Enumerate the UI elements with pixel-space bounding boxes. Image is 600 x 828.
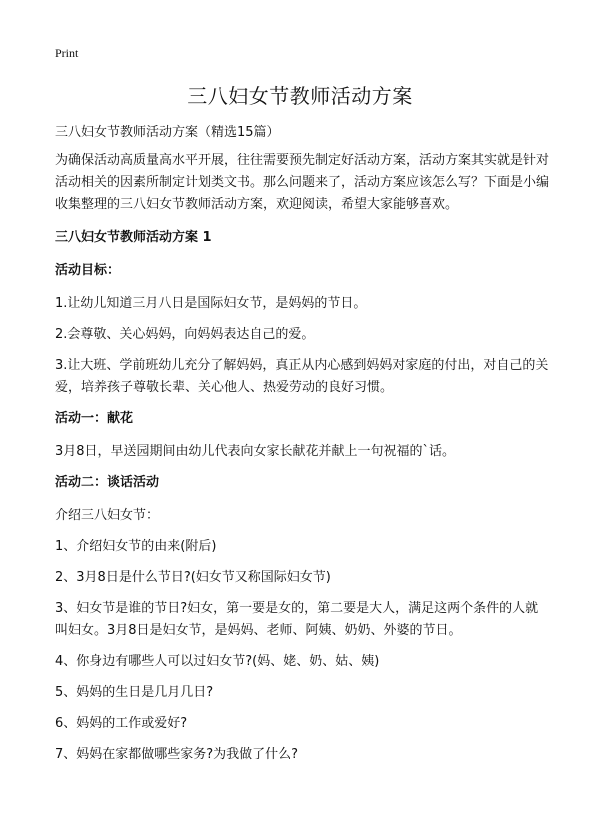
list-item: 4、你身边有哪些人可以过妇女节?(妈、姥、奶、姑、姨): [55, 654, 380, 669]
goals-heading: 活动目标：: [55, 263, 121, 278]
goal-item: 3.让大班、学前班幼儿充分了解妈妈，真正从内心感到妈妈对家庭的付出，对自己的关爱，培养孩子尊敬长辈、关心他人、热爱劳动的良好习惯。: [55, 358, 549, 395]
list-item: 3、妇女节是谁的节日?妇女，第一要是女的，第二要是大人，满足这两个条件的人就叫妇女。3月8日是妇女节，是妈妈、老师、阿姨、奶奶、外婆的节日。: [55, 601, 539, 638]
activity1-heading: 活动一：献花: [55, 411, 134, 426]
list-item: 1、介绍妇女节的由来(附后): [55, 539, 217, 554]
page-title: 三八妇女节教师活动方案: [187, 84, 413, 108]
document-body: [55, 122, 550, 775]
activity1-text: 3月8日，早送园期间由幼儿代表向女家长献花并献上一句祝福的`话。: [55, 444, 456, 459]
activity2-heading: 活动二：谈话活动: [55, 475, 160, 490]
goal-item: 1.让幼儿知道三月八日是国际妇女节，是妈妈的节日。: [55, 296, 367, 311]
print-link[interactable]: Print: [55, 46, 79, 60]
intro-paragraph: 为确保活动高质量高水平开展，往往需要预先制定好活动方案，活动方案其实就是针对活动相关的因素所制定计划类文书。那么问题来了，活动方案应该怎么写？下面是小编收集整理的三八妇女节教师活动方案，欢迎阅读，希望大家能够喜欢。: [55, 153, 550, 212]
activity2-intro: 介绍三八妇女节：: [55, 508, 160, 523]
section-heading: 三八妇女节教师活动方案 1: [55, 230, 212, 245]
document-subtitle: 三八妇女节教师活动方案（精选15篇）: [55, 125, 280, 140]
list-item: 2、3月8日是什么节日?(妇女节又称国际妇女节): [55, 570, 331, 585]
list-item: 7、妈妈在家都做哪些家务?为我做了什么?: [55, 747, 299, 762]
goal-item: 2.会尊敬、关心妈妈，向妈妈表达自己的爱。: [55, 327, 315, 342]
list-item: 6、妈妈的工作或爱好?: [55, 716, 188, 731]
list-item: 5、妈妈的生日是几月几日?: [55, 685, 214, 700]
